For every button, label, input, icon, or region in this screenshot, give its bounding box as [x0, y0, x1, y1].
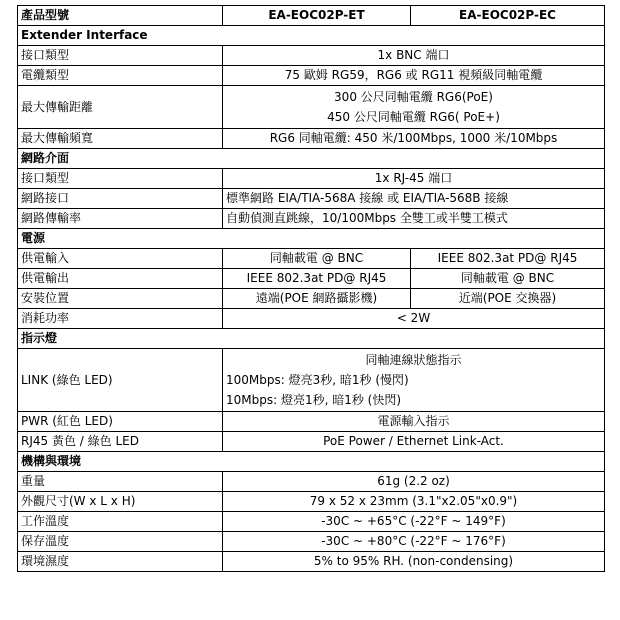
- row-label: 工作溫度: [18, 512, 223, 532]
- table-row: [18, 129, 605, 149]
- row-value: RG6 同軸電纜: 450 米/100Mbps, 1000 米/10Mbps: [223, 129, 605, 149]
- table-row: [18, 269, 605, 289]
- table-row: [18, 249, 605, 269]
- table-row: [18, 189, 605, 209]
- section-indicator: 指示燈: [18, 329, 605, 349]
- row-label: 接口類型: [18, 46, 223, 66]
- row-label: 網路傳輸率: [18, 209, 223, 229]
- link-line: 100Mbps: 燈亮3秒, 暗1秒 (慢閃): [226, 373, 409, 387]
- section-power: 電源: [18, 229, 605, 249]
- row-value: 1x RJ-45 端口: [223, 169, 605, 189]
- distance-line: 300 公尺同軸電纜 RG6(PoE): [334, 90, 493, 104]
- section-network: 網路介面: [18, 149, 605, 169]
- table-row: [18, 309, 605, 329]
- table-row: [18, 66, 605, 86]
- row-value: PoE Power / Ethernet Link-Act.: [223, 432, 605, 452]
- row-value-et: 遠端(POE 網路攝影機): [223, 289, 411, 309]
- row-value: 79 x 52 x 23mm (3.1"x2.05"x0.9"): [223, 492, 605, 512]
- row-label: 供電輸出: [18, 269, 223, 289]
- table-row: [18, 349, 605, 412]
- model-ec: EA-EOC02P-EC: [411, 6, 605, 26]
- distance-line: 450 公尺同軸電纜 RG6( PoE+): [327, 110, 500, 124]
- row-label: LINK (綠色 LED): [18, 349, 223, 412]
- row-value: [223, 349, 605, 412]
- row-value: 1x BNC 端口: [223, 46, 605, 66]
- row-label: PWR (紅色 LED): [18, 412, 223, 432]
- row-value: 電源輸入指示: [223, 412, 605, 432]
- row-label: 電纜類型: [18, 66, 223, 86]
- section-row: [18, 229, 605, 249]
- section-row: [18, 149, 605, 169]
- row-value: < 2W: [223, 309, 605, 329]
- row-label: 最大傳輸距離: [18, 86, 223, 129]
- spec-table: [17, 5, 605, 572]
- table-row: [18, 532, 605, 552]
- row-label: 保存溫度: [18, 532, 223, 552]
- table-row: [18, 46, 605, 66]
- row-value-ec: 近端(POE 交換器): [411, 289, 605, 309]
- table-row: [18, 472, 605, 492]
- row-label: 安裝位置: [18, 289, 223, 309]
- table-row: [18, 289, 605, 309]
- row-value: 5% to 95% RH. (non-condensing): [223, 552, 605, 572]
- row-value: 61g (2.2 oz): [223, 472, 605, 492]
- table-row: [18, 209, 605, 229]
- section-extender: Extender Interface: [18, 26, 605, 46]
- table-row: [18, 86, 605, 129]
- link-line: 同軸連線狀態指示: [365, 353, 462, 367]
- row-label: 重量: [18, 472, 223, 492]
- table-row: [18, 432, 605, 452]
- table-row: [18, 169, 605, 189]
- table-row: [18, 412, 605, 432]
- row-value-ec: IEEE 802.3at PD@ RJ45: [411, 249, 605, 269]
- row-value-et: 同軸載電 @ BNC: [223, 249, 411, 269]
- row-value: -30C ~ +65°C (-22°F ~ 149°F): [223, 512, 605, 532]
- row-value: [223, 86, 605, 129]
- row-label: 環境濕度: [18, 552, 223, 572]
- model-label: 產品型號: [18, 6, 223, 26]
- row-value: 75 歐姆 RG59，RG6 或 RG11 視頻級同軸電纜: [223, 66, 605, 86]
- row-label: 接口類型: [18, 169, 223, 189]
- row-label: RJ45 黃色 / 綠色 LED: [18, 432, 223, 452]
- table-row: [18, 492, 605, 512]
- section-row: [18, 329, 605, 349]
- section-row: [18, 26, 605, 46]
- row-value-et: IEEE 802.3at PD@ RJ45: [223, 269, 411, 289]
- header-row: [18, 6, 605, 26]
- row-value: 標準網路 EIA/TIA-568A 接線 或 EIA/TIA-568B 接線: [223, 189, 605, 209]
- section-row: [18, 452, 605, 472]
- table-row: [18, 512, 605, 532]
- row-label: 供電輸入: [18, 249, 223, 269]
- model-et: EA-EOC02P-ET: [223, 6, 411, 26]
- row-label: 最大傳輸頻寬: [18, 129, 223, 149]
- row-value: -30C ~ +80°C (-22°F ~ 176°F): [223, 532, 605, 552]
- row-value: 自動偵測直跳線，10/100Mbps 全雙工或半雙工模式: [223, 209, 605, 229]
- row-label: 消耗功率: [18, 309, 223, 329]
- link-line: 10Mbps: 燈亮1秒, 暗1秒 (快閃): [226, 393, 402, 407]
- row-value-ec: 同軸載電 @ BNC: [411, 269, 605, 289]
- row-label: 外觀尺寸(W x L x H): [18, 492, 223, 512]
- section-mechanical: 機構與環境: [18, 452, 605, 472]
- row-label: 網路接口: [18, 189, 223, 209]
- table-row: [18, 552, 605, 572]
